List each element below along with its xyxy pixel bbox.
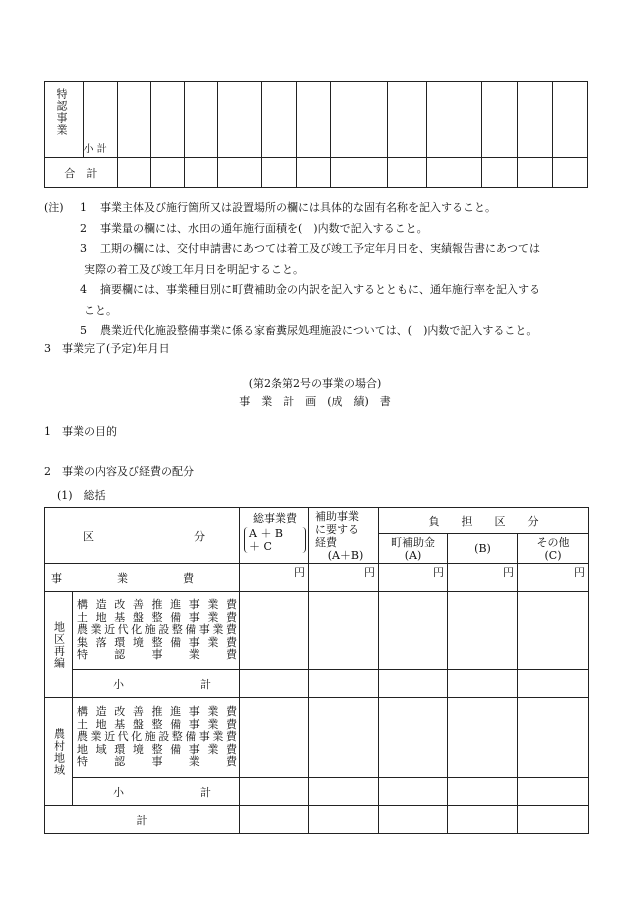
section-title: 事 業 計 画 (成 績) 書 xyxy=(239,395,391,408)
category-item: 土 地 基 盤 整 備 事 業 費 xyxy=(77,610,237,624)
group1-items xyxy=(73,592,240,670)
note-item-cont: 実際の着工及び竣工年月日を明記すること。 xyxy=(84,262,304,276)
purpose-heading: 1 事業の目的 xyxy=(44,425,117,438)
group-label-cell xyxy=(45,698,73,806)
b-header: (B) xyxy=(448,534,518,564)
category-item: 農 業 近 代 化 施 設 整 備 事 業 費 xyxy=(77,623,237,637)
total-label: 合 計 xyxy=(64,166,98,180)
group2-items xyxy=(73,698,240,778)
category-item: 地 域 環 境 整 備 事 業 費 xyxy=(77,742,237,756)
total-cost-header: 総事業費 A ＋ B ＋ C xyxy=(240,508,309,564)
note-item: 2 事業量の欄には、水田の通年施行面積を( )内数で記入すること。 xyxy=(80,221,428,235)
note-item-cont: こと。 xyxy=(84,303,117,317)
category-item: 農 業 近 代 化 施 設 整 備 事 業 費 xyxy=(77,730,237,744)
category-item: 構 造 改 善 推 進 事 業 費 xyxy=(77,598,237,612)
other-header: その他 (C) xyxy=(518,534,589,564)
note-item: 3 工期の欄には、交付申請書にあつては着工及び竣工予定年月日を、実績報告書にあつては xyxy=(80,242,540,255)
category-item: 土 地 基 盤 整 備 事 業 費 xyxy=(77,717,237,731)
project-cost-label: 事 業 費 xyxy=(45,564,240,592)
subsidy-needed-header: 補助事業 に要する 経費 (A＋B) xyxy=(309,508,379,564)
kubun-header: 区 分 xyxy=(45,508,240,564)
top-partial-table xyxy=(44,81,588,188)
category-item: 集 落 環 境 整 備 事 業 費 xyxy=(77,635,237,649)
completion-date-heading: 3 事業完了(予定)年月日 xyxy=(44,342,170,355)
category-item: 特 認 事 業 費 xyxy=(77,648,237,662)
town-subsidy-header: 町補助金 (A) xyxy=(379,534,448,564)
yen-unit: 円 xyxy=(379,564,448,592)
group1-subtotal: 小 計 xyxy=(73,670,240,698)
burden-header: 負 担 区 分 xyxy=(379,508,589,534)
summary-table xyxy=(44,507,589,834)
special-project-cell xyxy=(45,82,84,158)
section-subtitle: (第2条第2号の事業の場合) xyxy=(248,377,382,390)
special-project-label: 特認事業 xyxy=(55,88,68,136)
yen-unit: 円 xyxy=(240,564,309,592)
notes-prefix: (注) xyxy=(44,201,64,214)
category-item: 特 認 事 業 費 xyxy=(77,755,237,769)
yen-unit: 円 xyxy=(518,564,589,592)
content-heading: 2 事業の内容及び経費の配分 xyxy=(44,465,194,478)
yen-unit: 円 xyxy=(448,564,518,592)
group2-label: 農村地域 xyxy=(52,727,66,776)
summary-heading: (1) 総括 xyxy=(57,489,106,502)
group-label-cell xyxy=(45,592,73,698)
note-item: 5 農業近代化施設整備事業に係る家畜糞尿処理施設については、( )内数で記入すること。 xyxy=(80,324,538,337)
yen-unit: 円 xyxy=(309,564,379,592)
grand-total-label: 計 xyxy=(45,806,240,834)
note-item: 4 摘要欄には、事業種目別に町費補助金の内訳を記入するとともに、通年施行率を記入する xyxy=(80,283,540,296)
total-cell xyxy=(45,158,118,188)
category-item: 構 造 改 善 推 進 事 業 費 xyxy=(77,705,237,719)
subtotal-label: 小 計 xyxy=(83,144,107,155)
group2-subtotal: 小 計 xyxy=(73,778,240,806)
group1-label: 地区再編 xyxy=(52,620,66,669)
notes-section xyxy=(44,198,604,342)
note-item: 1 事業主体及び施行箇所又は設置場所の欄には具体的な固有名称を記入すること。 xyxy=(80,201,496,214)
